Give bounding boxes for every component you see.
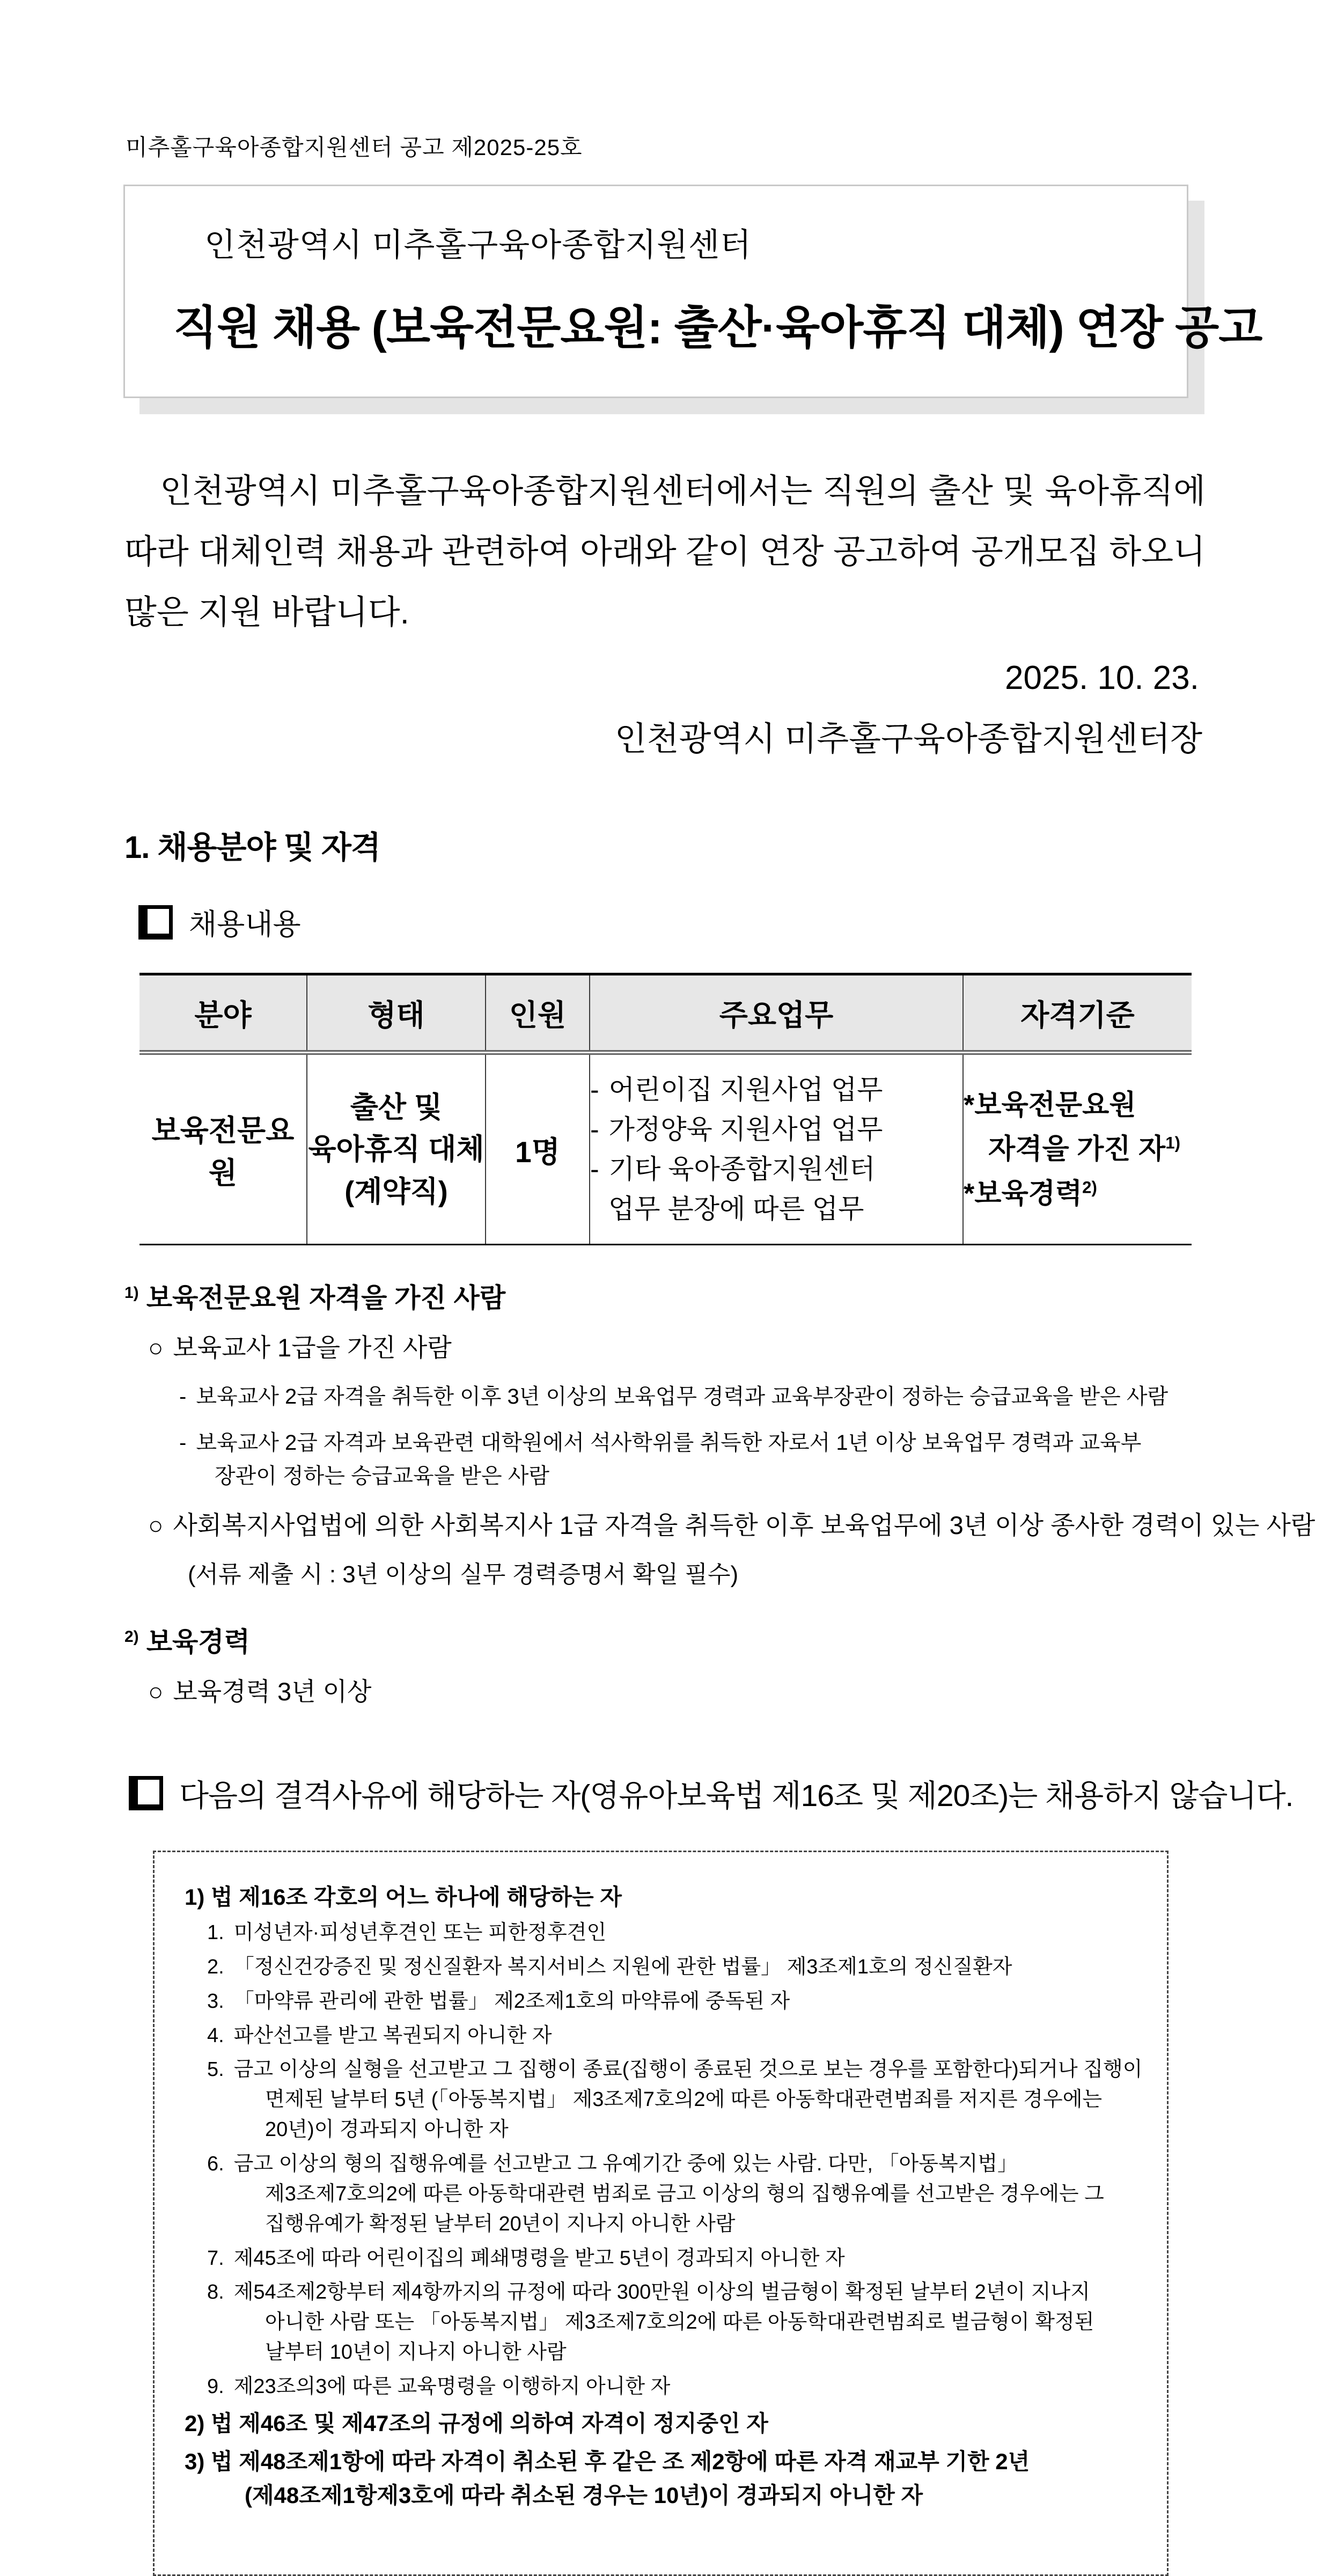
col-header-qualification: 자격기준 [963,974,1192,1053]
dq-item: 2. 「정신건강증진 및 정신질환자 복지서비스 지원에 관한 법률」 제3조제1호의 정신질환자 [207,1955,1012,1978]
col-header-type: 형태 [307,974,486,1053]
footnote-1-item: - 보육교사 2급 자격과 보육관련 대학원에서 석사학위를 취득한 자로서 1년 이상 보육업무 경력과 교육부 장관이 정하는 승급교육을 받은 사람 [179,1430,1142,1488]
cell-type [307,1053,486,1245]
announcement-date: 2025. 10. 23. [1005,659,1199,697]
footnote-1-item: - 보육교사 2급 자격을 취득한 이후 3년 이상의 보육업무 경력과 교육부장관이 정하는 승급교육을 받은 사람 [179,1384,1169,1408]
square-bullet-icon [129,1776,163,1810]
disqualification-statement [129,1771,1330,1815]
cell-duties [590,1053,963,1245]
footnote-2-heading: $^{2)}$ 보육경력 [124,1627,250,1657]
cell-count: 1명 [486,1053,590,1245]
page-title: 직원 채용 (보육전문요원: 출산·육아휴직 대체) 연장 공고 [173,303,1262,354]
footnote-1-note: (서류 제출 시 : 3년 이상의 실무 경력증명서 확일 필수) [188,1561,739,1588]
square-bullet-icon [138,905,173,940]
notice-number: 미추홀구육아종합지원센터 공고 제2025-25호 [126,135,583,160]
dq-item: 3. 「마약류 관리에 관한 법률」 제2조제1호의 마약류에 중독된 자 [207,1990,790,2013]
organization-name: 인천광역시 미추홀구육아종합지원센터 [204,227,752,263]
col-header-field: 분야 [139,974,307,1053]
footnote-1-heading: $^{1)}$ 보육전문요원 자격을 가진 사람 [124,1283,506,1313]
title-box [123,185,1262,398]
sub-heading-recruit-content [138,901,1330,943]
table-row [139,1053,1192,1245]
duty-line: - 기타 육아종합지원센터 [590,1154,876,1185]
dq-heading-1: 1) 법 제16조 각호의 어느 하나에 해당하는 자 [185,1884,622,1910]
disqualification-statement-text: 다음의 결격사유에 해당하는 자(영유아보육법 제16조 및 제20조)는 채용하지 않습니다. [179,1778,1294,1813]
dq-item: 7. 제45조에 따라 어린이집의 폐쇄명령을 받고 5년이 경과되지 아니한 자 [207,2247,845,2270]
footnote-1-item: ○ 사회복지사업법에 의한 사회복지사 1급 자격을 취득한 이후 보육업무에 3년 이상 종사한 경력이 있는 사람 [148,1510,1316,1539]
cell-type-line: 육아휴직 대체 [308,1133,484,1166]
dq-heading-3: 3) 법 제48조제1항에 따라 자격이 취소된 후 같은 조 제2항에 따른 자격 재교부 기한 2년(제48조제1항제3호에 따라 취소된 경우는 10년)이 경과되지 아니한 자 [185,2448,1030,2508]
sender-title: 인천광역시 미추홀구육아종합지원센터장 [614,721,1202,758]
duty-line: - 어린이집 지원사업 업무 [590,1075,883,1105]
dq-item: 1. 미성년자·피성년후견인 또는 피한정후견인 [207,1921,607,1944]
disqualification-box [153,1851,1169,2576]
cell-type-line: (계약직) [344,1175,448,1208]
dq-item: 9. 제23조의3에 따른 교육명령을 이행하지 아니한 자 [207,2375,671,2398]
dq-item: 6. 금고 이상의 형의 집행유예를 선고받고 그 유예기간 중에 있는 사람. 다만, 「아동복지법」 제3조제7호의2에 따른 아동학대관련 범죄로 금고 이상의 형의 집행유예를 선고받은 경우에는 그 집행유예가 확정된 날부터 20년이 지나지 아니한 사람 [207,2153,1104,2235]
duty-line: - 가정양육 지원사업 업무 [590,1114,883,1145]
footnote-2-block [124,1620,1330,1711]
duty-line-continuation: 업무 분장에 따른 업무 [608,1194,864,1224]
qual-line: *보육경력$^{2)}$ [964,1178,1097,1209]
footnote-2-item: ○ 보육경력 3년 이상 [148,1677,372,1706]
intro-paragraph: 인천광역시 미추홀구육아종합지원센터에서는 직원의 출산 및 육아휴직에 따라 대체인력 채용과 관련하여 아래와 같이 연장 공고하여 공개모집 하오니 많은 지원 바랍니다. [124,473,1206,631]
cell-field: 보육전문요원 [139,1053,307,1245]
table-header-row [139,974,1192,1053]
footnote-1-block [124,1276,1330,1589]
footnote-1-item: ○ 보육교사 1급을 가진 사람 [148,1333,452,1362]
qual-line: 자격을 가진 자$^{1)}$ [988,1134,1181,1165]
cell-type-line: 출산 및 [350,1091,443,1124]
recruit-table [139,973,1192,1245]
cell-qualification [963,1053,1192,1245]
col-header-count: 인원 [486,974,590,1053]
sub-heading-label: 채용내용 [189,908,301,941]
dq-item: 8. 제54조제2항부터 제4항까지의 규정에 따라 300만원 이상의 벌금형이 확정된 날부터 2년이 지나지 아니한 사람 또는 「아동복지법」 제3조제7호의2에 따른 아동학대관련범죄로 벌금형이 확정된 날부터 10년이 지나지 아니한 사람 [207,2281,1094,2364]
dq-heading-2: 2) 법 제46조 및 제47조의 규정에 의하여 자격이 정지중인 자 [185,2410,768,2436]
dq-item: 4. 파산선고를 받고 복권되지 아니한 자 [207,2024,552,2047]
qual-line: *보육전문요원 [964,1090,1136,1121]
section-1-heading: 1. 채용분야 및 자격 [124,830,380,865]
dq-item: 5. 금고 이상의 실형을 선고받고 그 집행이 종료(집행이 종료된 것으로 보는 경우를 포함한다)되거나 집행이 면제된 날부터 5년 (「아동복지법」 제3조제7호의2에 따른 아동학대관련범죄를 저지른 경우에는 20년)이 경과되지 아니한 자 [207,2058,1143,2141]
col-header-duties: 주요업무 [590,974,963,1053]
